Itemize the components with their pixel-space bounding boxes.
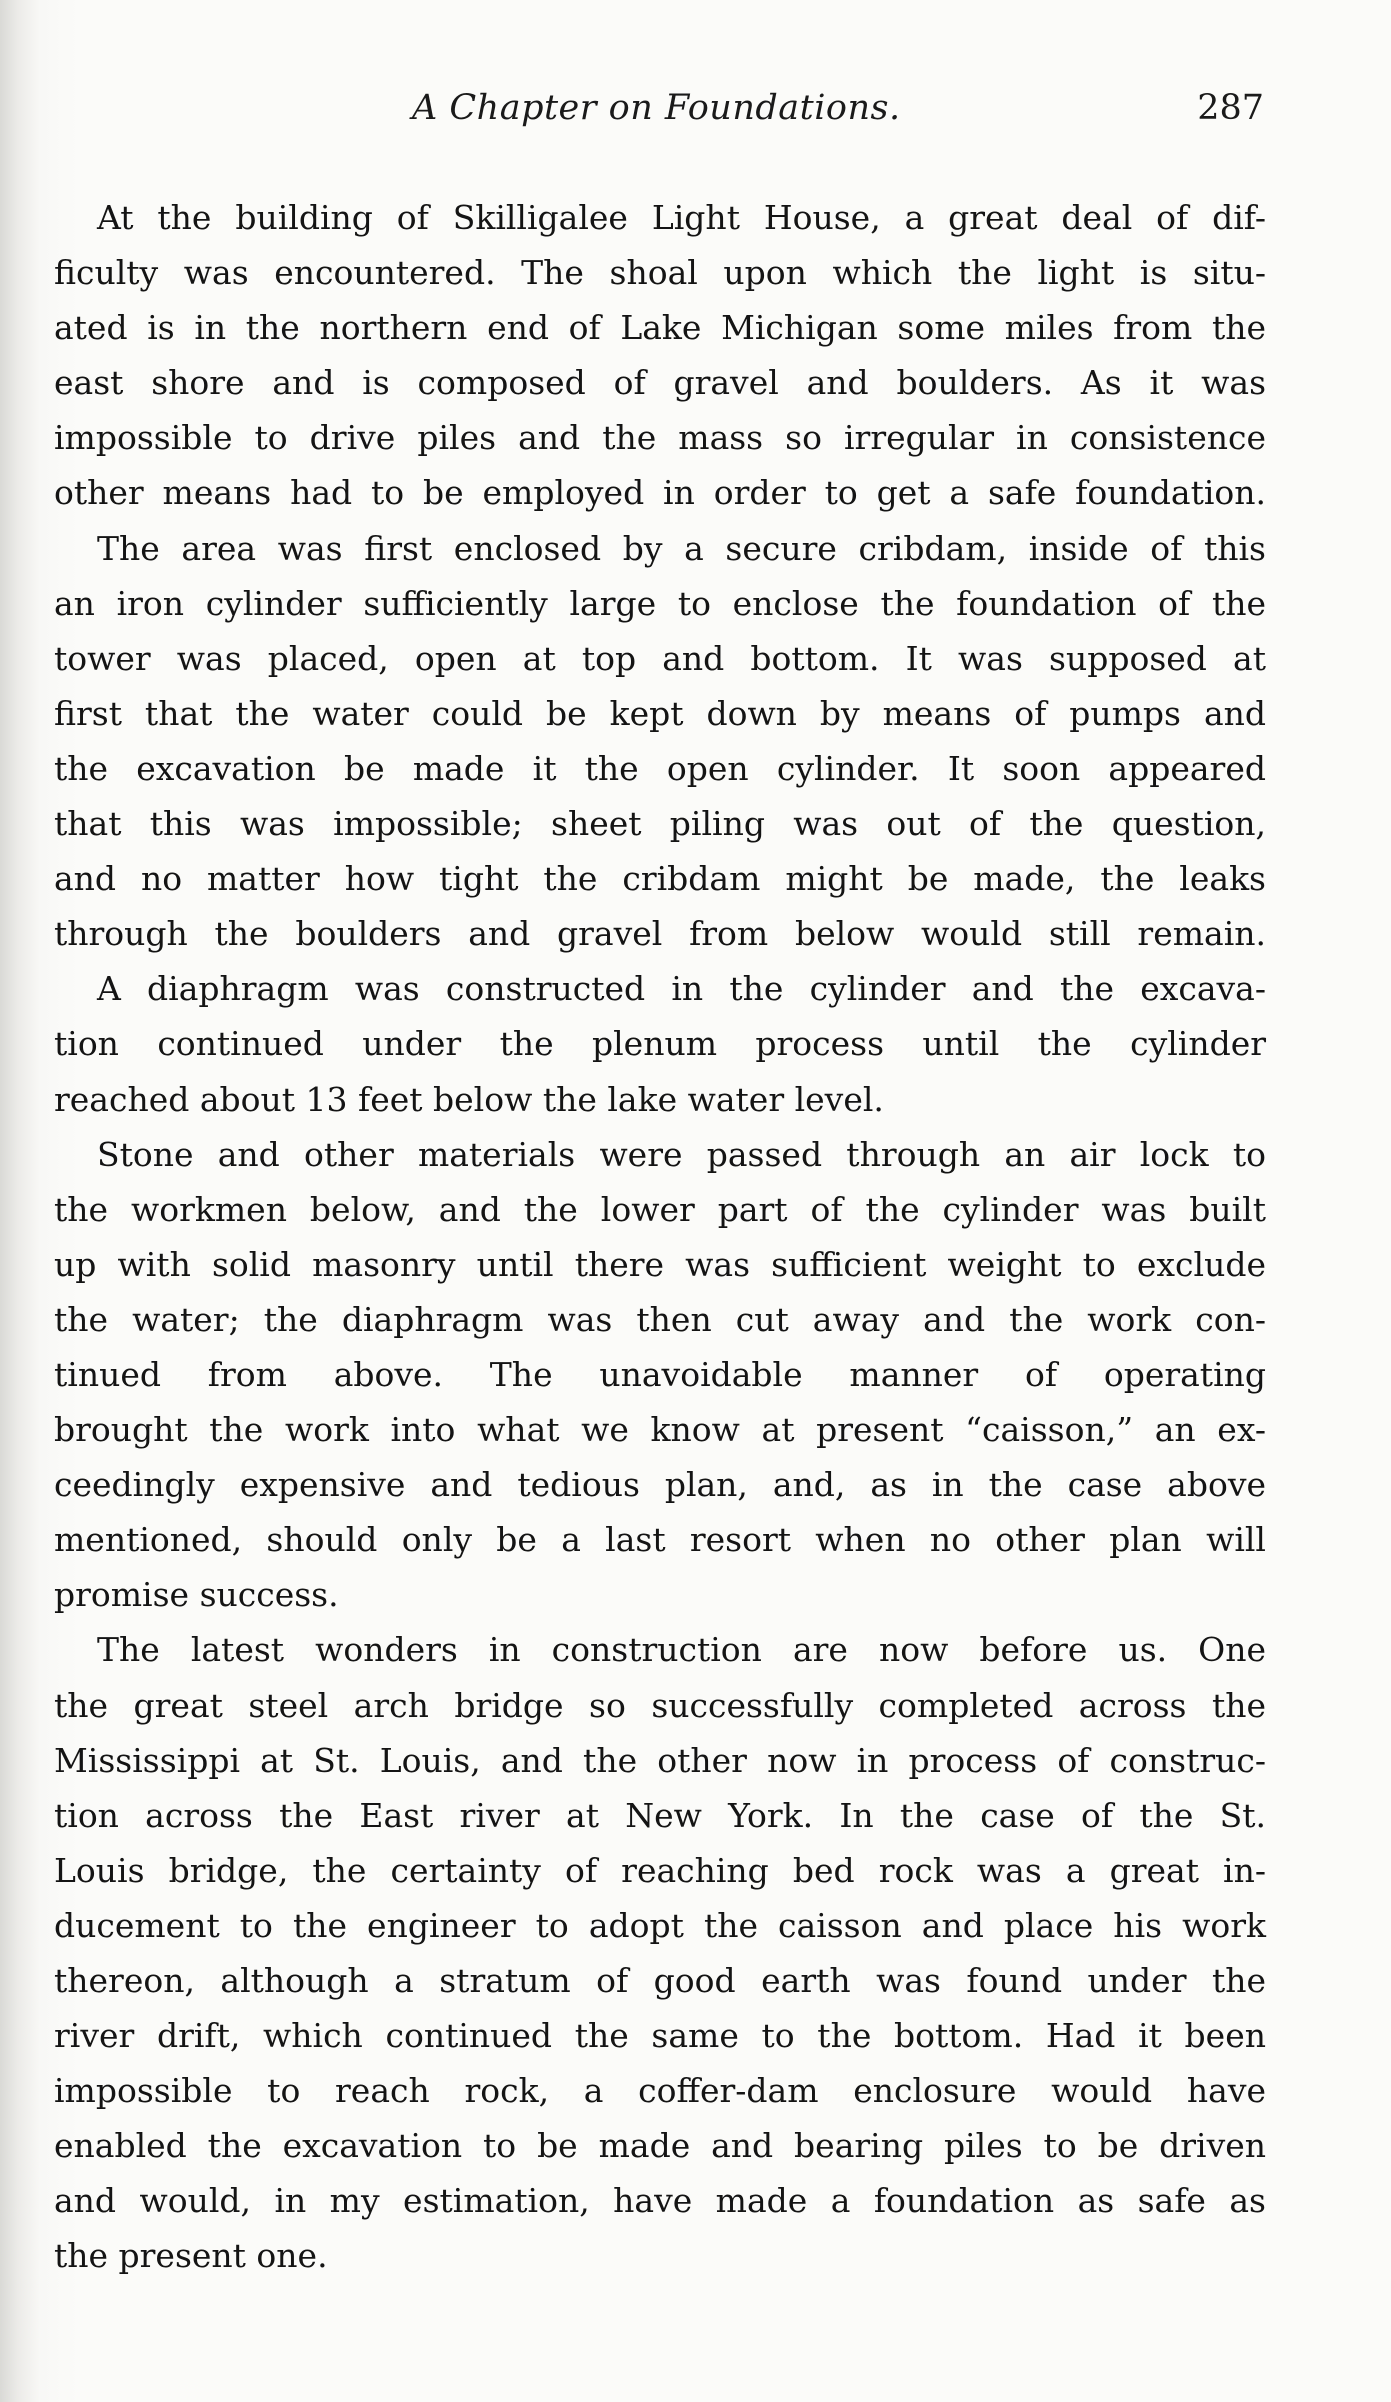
text-line: ceedingly expensive and tedious plan, and, as in the case above: [54, 1465, 1266, 1505]
paragraph: [54, 521, 1266, 962]
text-line: river drift, which continued the same to the bottom. Had it been: [54, 2016, 1266, 2056]
text-line: A diaphragm was constructed in the cylinder and the excava-: [97, 969, 1266, 1009]
page-header: [52, 88, 1264, 138]
running-title: A Chapter on Foundations.: [412, 88, 901, 128]
text-line: Stone and other materials were passed through an air lock to: [97, 1134, 1266, 1174]
text-line: tower was placed, open at top and bottom. It was supposed at: [54, 638, 1266, 678]
paragraph: [54, 1127, 1266, 1623]
text-line: Mississippi at St. Louis, and the other now in process of construc-: [54, 1740, 1266, 1780]
text-line: tion continued under the plenum process until the cylinder: [54, 1024, 1266, 1064]
text-line: tion across the East river at New York. In the case of the St.: [54, 1795, 1266, 1835]
text-line: the excavation be made it the open cylinder. It soon appeared: [54, 748, 1266, 788]
text-line: an iron cylinder sufficiently large to enclose the foundation of the: [54, 583, 1266, 623]
text-line: the water; the diaphragm was then cut away and the work con-: [54, 1299, 1266, 1339]
text-line: that this was impossible; sheet piling was out of the question,: [54, 804, 1266, 844]
text-line: other means had to be employed in order to get a safe foundation.: [54, 473, 1266, 513]
text-line: first that the water could be kept down by means of pumps and: [54, 693, 1266, 733]
text-line: At the building of Skilligalee Light House, a great deal of dif-: [97, 198, 1266, 237]
text-line: thereon, although a stratum of good earth was found under the: [54, 1961, 1266, 2000]
paragraph: [54, 190, 1266, 521]
text-line: tinued from above. The unavoidable manner of operating: [54, 1354, 1266, 1394]
text-line: ated is in the northern end of Lake Michigan some miles from the: [54, 308, 1266, 348]
text-line: east shore and is composed of gravel and boulders. As it was: [54, 363, 1266, 403]
body-text: [54, 190, 1266, 2284]
page-number: 287: [1197, 88, 1264, 128]
text-line: and would, in my estimation, have made a foundation as safe as: [54, 2181, 1266, 2221]
text-line: ficulty was encountered. The shoal upon which the light is situ-: [54, 253, 1266, 293]
text-line: promise success.: [54, 1575, 339, 1615]
text-line: brought the work into what we know at present “caisson,” an ex-: [54, 1410, 1266, 1450]
text-line: the workmen below, and the lower part of the cylinder was built: [54, 1189, 1266, 1229]
text-line: The area was first enclosed by a secure cribdam, inside of this: [97, 528, 1266, 568]
text-line: ducement to the engineer to adopt the caisson and place his work: [54, 1905, 1266, 1945]
text-line: up with solid masonry until there was sufficient weight to exclude: [54, 1244, 1266, 1284]
text-line: the great steel arch bridge so successfully completed across the: [54, 1685, 1266, 1725]
text-line: the present one.: [54, 2236, 328, 2276]
text-line: mentioned, should only be a last resort when no other plan will: [54, 1520, 1266, 1560]
text-line: through the boulders and gravel from below would still remain.: [54, 914, 1266, 954]
text-line: Louis bridge, the certainty of reaching bed rock was a great in-: [54, 1850, 1266, 1890]
text-line: and no matter how tight the cribdam might be made, the leaks: [54, 859, 1266, 899]
text-line: reached about 13 feet below the lake water level.: [54, 1079, 884, 1119]
text-line: impossible to reach rock, a coffer-dam enclosure would have: [54, 2071, 1266, 2111]
paragraph: [54, 961, 1266, 1126]
text-line: enabled the excavation to be made and bearing piles to be driven: [54, 2126, 1266, 2166]
text-line: The latest wonders in construction are now before us. One: [97, 1630, 1266, 1670]
paragraph: [54, 1622, 1266, 2283]
text-line: impossible to drive piles and the mass so irregular in consistence: [54, 418, 1266, 458]
